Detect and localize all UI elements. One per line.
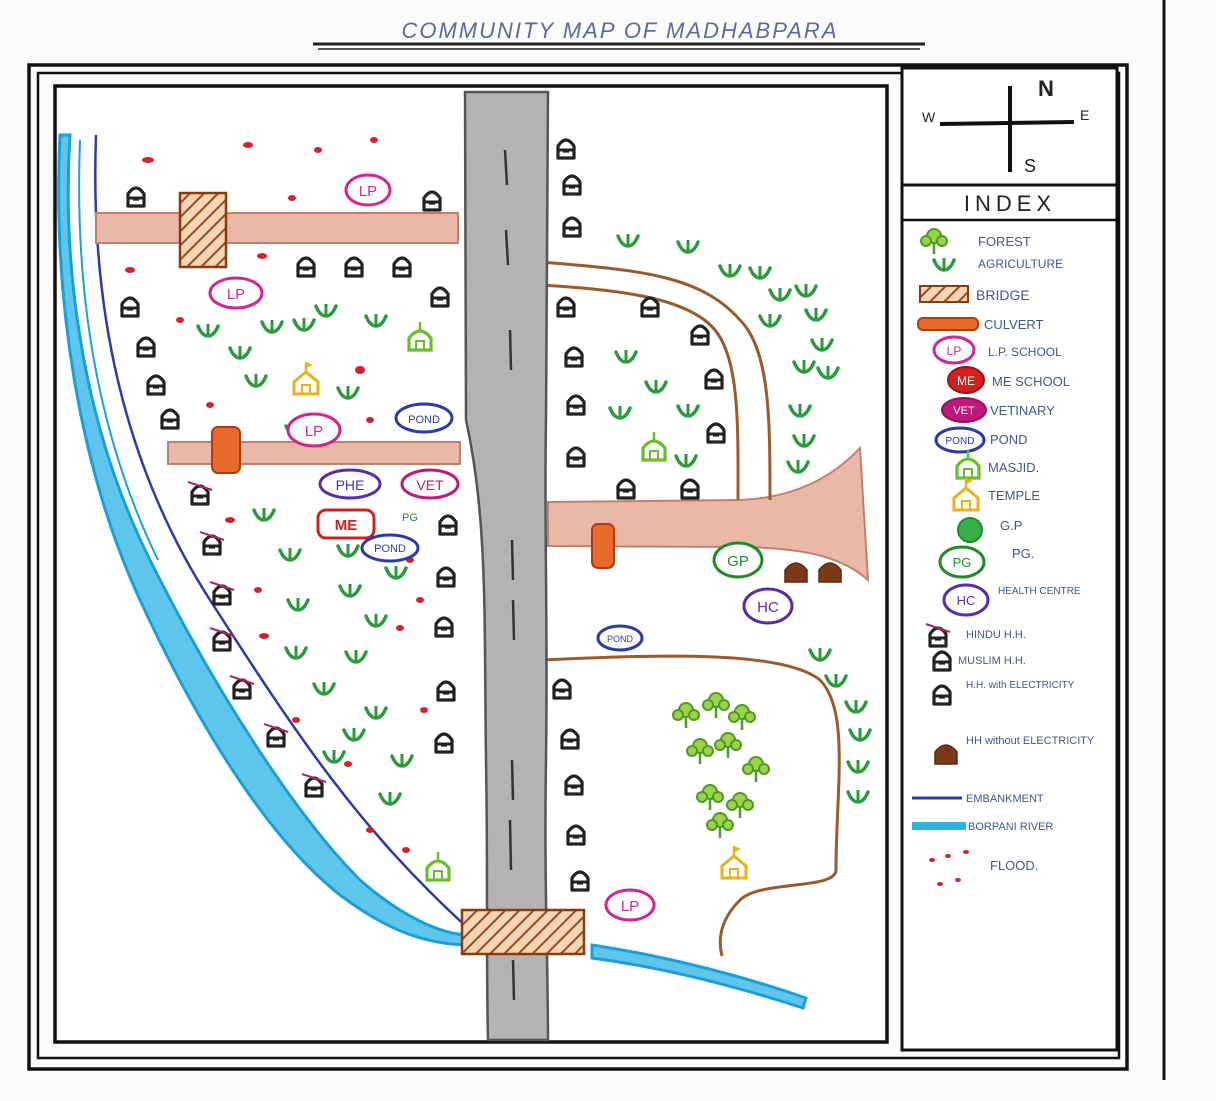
index-title: INDEX bbox=[963, 191, 1057, 216]
badge-pg: PG bbox=[402, 512, 418, 524]
legend-forest-label: FOREST bbox=[978, 234, 1031, 249]
legend-gp-label: G.P bbox=[1000, 518, 1023, 533]
legend-temple-label: TEMPLE bbox=[988, 488, 1041, 503]
legend-embankment-label: EMBANKMENT bbox=[966, 793, 1044, 805]
bridge-north bbox=[180, 193, 226, 267]
legend-pond-badge: POND bbox=[945, 436, 975, 447]
legend-pg-label: PG. bbox=[1012, 546, 1035, 561]
legend-flood-label: FLOOD. bbox=[990, 858, 1039, 873]
badge-me: ME bbox=[334, 517, 358, 534]
badge-pond: POND bbox=[408, 414, 440, 426]
legend-river-icon bbox=[912, 822, 966, 830]
legend-me-label: ME SCHOOL bbox=[992, 374, 1071, 389]
badge-pond: POND bbox=[374, 543, 406, 555]
badge-lp: LP bbox=[226, 286, 246, 303]
legend-no-electricity-icon bbox=[935, 745, 957, 764]
legend-gp-icon bbox=[958, 518, 982, 542]
compass-s: S bbox=[1024, 156, 1037, 176]
legend-muslim-label: MUSLIM H.H. bbox=[958, 655, 1026, 667]
culvert-left bbox=[212, 427, 240, 473]
badge-lp: LP bbox=[358, 183, 378, 200]
legend-lp-label: L.P. SCHOOL bbox=[988, 345, 1062, 359]
legend-culvert-label: CULVERT bbox=[984, 317, 1044, 332]
badge-gp: GP bbox=[727, 553, 749, 570]
lane-top-left bbox=[96, 213, 458, 243]
legend-pond-label: POND bbox=[990, 432, 1028, 447]
legend-culvert-icon bbox=[918, 318, 978, 330]
compass-e: E bbox=[1080, 107, 1090, 123]
legend-bridge-label: BRIDGE bbox=[976, 287, 1030, 303]
map-title: COMMUNITY MAP OF MADHABPARA bbox=[401, 18, 839, 43]
badge-vet: VET bbox=[416, 477, 444, 493]
bridge-south bbox=[462, 910, 584, 954]
badge-phe: PHE bbox=[335, 477, 365, 493]
culvert-right bbox=[592, 524, 614, 568]
legend-bridge-icon bbox=[920, 286, 968, 302]
legend-me-badge: ME bbox=[957, 374, 975, 388]
legend-hc-badge: HC bbox=[956, 593, 976, 608]
legend-hindu-label: HINDU H.H. bbox=[966, 629, 1026, 641]
legend-no-electricity-label: HH without ELECTRICITY bbox=[966, 735, 1095, 747]
legend-lp-badge: LP bbox=[946, 344, 962, 358]
compass-n: N bbox=[1038, 76, 1054, 101]
badge-pond: POND bbox=[606, 634, 634, 644]
legend-electricity-label: H.H. with ELECTRICITY bbox=[966, 680, 1075, 691]
badge-lp: LP bbox=[620, 898, 640, 915]
legend-hc-label: HEALTH CENTRE bbox=[998, 586, 1081, 597]
compass-w: W bbox=[922, 109, 936, 125]
legend-vet-badge: VET bbox=[953, 405, 975, 417]
legend-masjid-label: MASJID. bbox=[988, 460, 1040, 475]
legend-pg-badge: PG bbox=[952, 555, 972, 570]
badge-hc: HC bbox=[757, 599, 779, 616]
legend-agriculture-label: AGRICULTURE bbox=[978, 257, 1064, 271]
legend-river-label: BORPANI RIVER bbox=[968, 821, 1054, 833]
legend-vet-label: VETINARY bbox=[990, 403, 1055, 418]
badge-lp: LP bbox=[304, 423, 324, 440]
